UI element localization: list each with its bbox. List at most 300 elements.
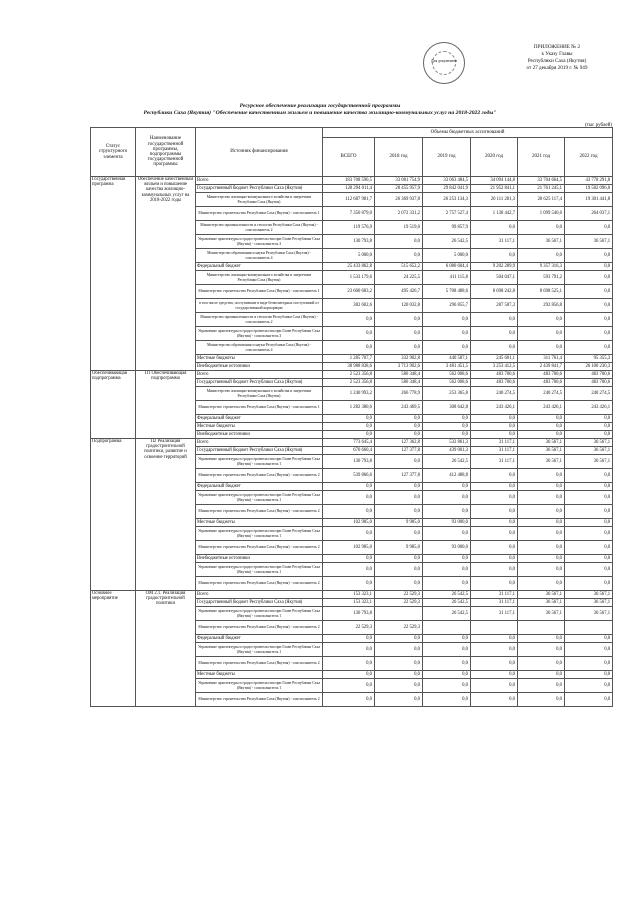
funding-source: Министерство строительства Республики Саха (Якутия) - соисполнитель 2 xyxy=(196,577,323,591)
budget-value: 411 115,8 xyxy=(423,271,471,285)
budget-value: 308 642,8 xyxy=(423,401,471,415)
budget-value: 593 791,2 xyxy=(518,271,565,285)
funding-source: Министерство строительства Республики Саха (Якутия) - соисполнитель 1 xyxy=(196,207,323,221)
budget-value: 0,0 xyxy=(518,483,565,491)
budget-value: 0,0 xyxy=(565,671,613,679)
budget-value: 0,0 xyxy=(323,483,375,491)
budget-value: 36 567,1 xyxy=(565,607,613,621)
budget-value: 0,0 xyxy=(471,541,518,555)
budget-value: 5 000,0 xyxy=(423,249,471,263)
funding-source: Министерство строительства Республики Саха (Якутия) - соисполнитель 2 xyxy=(196,541,323,555)
budget-value: 0,0 xyxy=(323,577,375,591)
budget-value: 0,0 xyxy=(518,527,565,541)
budget-value: 0,0 xyxy=(423,577,471,591)
appendix-line: ПРИЛОЖЕНИЕ № 2 xyxy=(533,44,581,50)
budget-value: 0,0 xyxy=(471,577,518,591)
budget-value: 0,0 xyxy=(518,657,565,671)
budget-value: 1 285 707,7 xyxy=(323,355,375,363)
budget-value: 31 117,1 xyxy=(471,591,518,599)
budget-value: 0,0 xyxy=(423,505,471,519)
budget-value: 439 001,3 xyxy=(423,447,471,455)
budget-value: 8 698 525,1 xyxy=(518,285,565,299)
document-title xyxy=(92,103,548,117)
budget-value: 0,0 xyxy=(471,519,518,527)
budget-value: 0,0 xyxy=(471,249,518,263)
budget-value: 95 355,3 xyxy=(565,355,613,363)
budget-value: 292 856,8 xyxy=(518,299,565,313)
budget-value: 36 567,1 xyxy=(518,447,565,455)
budget-value: 266 778,9 xyxy=(375,387,423,401)
row-status: Государственная программа xyxy=(91,177,136,371)
budget-value: 19 582 096,0 xyxy=(565,185,613,193)
budget-value: 0,0 xyxy=(375,635,423,643)
budget-value: 0,0 xyxy=(471,693,518,707)
budget-value: 5 000,0 xyxy=(323,249,375,263)
budget-value: 483 700,6 xyxy=(518,371,565,379)
budget-value: 36 567,1 xyxy=(565,599,613,607)
funding-source: Всего xyxy=(196,439,323,447)
budget-value: 0,0 xyxy=(518,577,565,591)
table-row xyxy=(91,177,613,185)
budget-value: 0,0 xyxy=(375,235,423,249)
budget-value xyxy=(565,621,613,635)
budget-value: 0,0 xyxy=(375,455,423,469)
table-row xyxy=(91,371,613,379)
funding-source: Управление архитектуры и градостроительства при Главе Республики Саха (Якутия) - соисполнитель 1 xyxy=(196,563,323,577)
budget-value: 26 542,5 xyxy=(423,235,471,249)
budget-value: 0,0 xyxy=(375,249,423,263)
funding-source: Министерство строительства Республики Саха (Якутия) - соисполнитель 1 xyxy=(196,401,323,415)
budget-value: 495 426,7 xyxy=(375,285,423,299)
budget-value: 0,0 xyxy=(375,505,423,519)
budget-value: 21 761 245,1 xyxy=(518,185,565,193)
budget-value: 0,0 xyxy=(375,643,423,657)
title-line: Республики Саха (Якутия) "Обеспечение качественным жильем и повышение качества жилищно-коммунальных услуг на 2018-2022 годы" xyxy=(143,110,497,116)
budget-value: 2 757 527,4 xyxy=(423,207,471,221)
budget-value: 0,0 xyxy=(323,671,375,679)
budget-value: 2 523 356,8 xyxy=(323,379,375,387)
budget-value: 102 985,0 xyxy=(323,541,375,555)
budget-value: 483 700,6 xyxy=(471,371,518,379)
appendix-line: от 27 декабря 2019 г. № 949 xyxy=(526,65,588,71)
budget-value: 0,0 xyxy=(323,505,375,519)
budget-value: 0,0 xyxy=(423,491,471,505)
budget-value: 28 455 957,9 xyxy=(375,185,423,193)
budget-value: 0,0 xyxy=(518,693,565,707)
budget-value: 38 988 838,6 xyxy=(323,363,375,371)
budget-value: 33 063 484,5 xyxy=(423,177,471,185)
budget-value: 0,0 xyxy=(565,431,613,439)
budget-value: 112 687 981,7 xyxy=(323,193,375,207)
budget-value: 483 700,6 xyxy=(518,379,565,387)
budget-value: 0,0 xyxy=(471,221,518,235)
funding-source: Федеральный бюджет xyxy=(196,635,323,643)
budget-table xyxy=(90,127,613,707)
budget-value: 0,0 xyxy=(323,313,375,327)
header-source: Источник финансирования xyxy=(196,128,323,177)
title-line: Ресурсное обеспечение реализации государственной программы xyxy=(239,103,401,109)
budget-value: 0,0 xyxy=(518,541,565,555)
funding-source: Министерство строительства Республики Саха (Якутия) - соисполнитель 2 xyxy=(196,621,323,635)
budget-value: 0,0 xyxy=(565,249,613,263)
budget-value: 93 000,0 xyxy=(423,519,471,527)
budget-value: 130 793,8 xyxy=(323,235,375,249)
budget-value: 0,0 xyxy=(375,527,423,541)
budget-value: 243 426,1 xyxy=(471,401,518,415)
budget-value: 0,0 xyxy=(518,327,565,341)
budget-value: 119 576,9 xyxy=(323,221,375,235)
budget-value: 0,0 xyxy=(423,555,471,563)
budget-value: 0,0 xyxy=(518,505,565,519)
header-budget-group: Объемы бюджетных ассигнований xyxy=(323,128,613,138)
budget-value: 36 567,1 xyxy=(565,235,613,249)
budget-value: 127 377,8 xyxy=(375,469,423,483)
row-status: Подпрограмма xyxy=(91,439,136,591)
funding-source: Министерство промышленности и геологии Республики Саха (Якутия) - соисполнитель 2 xyxy=(196,313,323,327)
budget-value: 0,0 xyxy=(518,469,565,483)
appendix-line: к Указу Главы xyxy=(541,51,573,57)
budget-value: 0,0 xyxy=(471,679,518,693)
funding-source: в том числе средства, поступившие в виде безвозмездных поступлений от государственной корпорации xyxy=(196,299,323,313)
budget-value: 26 542,5 xyxy=(423,455,471,469)
budget-value: 0,0 xyxy=(518,431,565,439)
budget-value: 1 240 993,2 xyxy=(323,387,375,401)
budget-value: 296 855,7 xyxy=(423,299,471,313)
budget-value: 0,0 xyxy=(423,341,471,355)
header-status: Статус структурного элемента xyxy=(91,128,136,177)
unit-label: (тыс рублей) xyxy=(584,123,612,128)
budget-value: 0,0 xyxy=(471,341,518,355)
budget-value: 2 439 841,7 xyxy=(518,363,565,371)
funding-source: Управление архитектуры и градостроительства при Главе Республики Саха (Якутия) - соисполнитель 1 xyxy=(196,527,323,541)
budget-value: 0,0 xyxy=(565,657,613,671)
budget-value: 515 652,2 xyxy=(375,263,423,271)
budget-value: 0,0 xyxy=(471,671,518,679)
budget-value: 31 117,1 xyxy=(471,599,518,607)
row-program-name: ОМ 2.1. Реализация градостроительной политики xyxy=(136,591,196,707)
budget-value: 0,0 xyxy=(518,679,565,693)
budget-value: 22 529,3 xyxy=(323,621,375,635)
budget-value: 0,0 xyxy=(565,327,613,341)
funding-source: Федеральный бюджет xyxy=(196,263,323,271)
funding-source: Федеральный бюджет xyxy=(196,415,323,423)
budget-value: 0,0 xyxy=(375,431,423,439)
budget-value: 33 081 754,9 xyxy=(375,177,423,185)
row-program-name: П1 Обеспечивающая подпрограмма xyxy=(136,371,196,439)
budget-value: 26 542,5 xyxy=(423,607,471,621)
row-status: Основное мероприятие xyxy=(91,591,136,707)
budget-value: 0,0 xyxy=(518,519,565,527)
budget-value: 562 008,6 xyxy=(423,379,471,387)
budget-value: 0,0 xyxy=(323,491,375,505)
budget-value: 0,0 xyxy=(423,313,471,327)
budget-value: 0,0 xyxy=(375,491,423,505)
budget-value: 36 567,1 xyxy=(565,439,613,447)
budget-value: 1 533 179,6 xyxy=(323,271,375,285)
budget-value: 580 348,4 xyxy=(375,379,423,387)
table-row xyxy=(91,439,613,447)
budget-value: 670 660,4 xyxy=(323,447,375,455)
budget-value: 0,0 xyxy=(471,327,518,341)
budget-value: 0,0 xyxy=(423,635,471,643)
budget-value: 243 469,5 xyxy=(375,401,423,415)
budget-value: 0,0 xyxy=(565,313,613,327)
budget-value: 2 523 356,8 xyxy=(323,371,375,379)
header-year: 2022 год xyxy=(565,138,613,177)
budget-value: 93 000,0 xyxy=(423,541,471,555)
budget-value: 0,0 xyxy=(471,415,518,423)
budget-value: 773 645,4 xyxy=(323,439,375,447)
budget-value: 0,0 xyxy=(323,563,375,577)
budget-value: 23 600 683,2 xyxy=(323,285,375,299)
budget-value: 0,0 xyxy=(565,519,613,527)
budget-value: 580 348,4 xyxy=(375,371,423,379)
budget-value: 0,0 xyxy=(375,563,423,577)
header-year: 2018 год xyxy=(375,138,423,177)
table-body xyxy=(91,177,613,707)
budget-value: 332 902,8 xyxy=(375,355,423,363)
funding-source: Министерство жилищно-коммунального хозяйства и энергетики Республики Саха (Якутия) xyxy=(196,193,323,207)
budget-value: 0,0 xyxy=(375,679,423,693)
budget-value: 153 323,1 xyxy=(323,591,375,599)
row-program-name: Обеспечение качественным жильем и повышение качества жилищно-коммунальных услуг на 2018-2022 годы xyxy=(136,177,196,371)
budget-value: 483 700,6 xyxy=(565,371,613,379)
appendix-header xyxy=(492,44,622,72)
funding-source: Всего xyxy=(196,591,323,599)
budget-value: 253 365,8 xyxy=(423,387,471,401)
budget-value: 31 117,1 xyxy=(471,607,518,621)
budget-value: 0,0 xyxy=(565,541,613,555)
header-year: ВСЕГО xyxy=(323,138,375,177)
budget-value: 130 793,8 xyxy=(323,455,375,469)
budget-value: 0,0 xyxy=(323,657,375,671)
budget-value: 0,0 xyxy=(518,415,565,423)
budget-value: 0,0 xyxy=(471,635,518,643)
budget-value: 0,0 xyxy=(323,635,375,643)
budget-value: 0,0 xyxy=(471,563,518,577)
budget-value: 532 861,3 xyxy=(423,439,471,447)
budget-value: 1 138 442,7 xyxy=(471,207,518,221)
budget-value: 0,0 xyxy=(518,555,565,563)
budget-value: 0,0 xyxy=(375,671,423,679)
funding-source: Государственный бюджет Республики Саха (Якутия) xyxy=(196,447,323,455)
budget-value: 0,0 xyxy=(518,635,565,643)
funding-source: Министерство образования и науки Республики Саха (Якутия) - соисполнитель 4 xyxy=(196,341,323,355)
funding-source: Местные бюджеты xyxy=(196,423,323,431)
header-year: 2019 год xyxy=(423,138,471,177)
budget-value: 22 529,3 xyxy=(375,599,423,607)
funding-source: Местные бюджеты xyxy=(196,355,323,363)
budget-value: 264 037,1 xyxy=(565,207,613,221)
budget-value: 9 985,0 xyxy=(375,519,423,527)
budget-value: 0,0 xyxy=(565,469,613,483)
budget-value: 0,0 xyxy=(565,221,613,235)
budget-value: 0,0 xyxy=(518,563,565,577)
budget-value: 36 567,1 xyxy=(518,455,565,469)
budget-value: 36 567,1 xyxy=(518,599,565,607)
budget-value: 0,0 xyxy=(375,415,423,423)
budget-value: 2 072 331,2 xyxy=(375,207,423,221)
budget-value: 0,0 xyxy=(565,577,613,591)
funding-source: Внебюджетные источники xyxy=(196,555,323,563)
budget-value: 183 708 590,5 xyxy=(323,177,375,185)
budget-value: 0,0 xyxy=(471,423,518,431)
budget-value: 22 529,3 xyxy=(375,591,423,599)
budget-value: 382 602,6 xyxy=(323,299,375,313)
budget-value: 0,0 xyxy=(565,679,613,693)
budget-value: 120 294 011,4 xyxy=(323,185,375,193)
budget-value: 240 274,5 xyxy=(518,387,565,401)
funding-source: Управление архитектуры и градостроительства при Главе Республики Саха (Якутия) - соисполнитель 1 xyxy=(196,679,323,693)
budget-value: 539 866,6 xyxy=(323,469,375,483)
budget-value: 36 567,1 xyxy=(518,235,565,249)
header-name: Наименование государственной программы, подпрограммы государственной программы xyxy=(136,128,196,177)
budget-value: 0,0 xyxy=(375,341,423,355)
budget-value: 440 587,1 xyxy=(423,355,471,363)
appendix-line: Республики Саха (Якутия) xyxy=(527,58,587,64)
budget-value: 0,0 xyxy=(518,643,565,657)
budget-value: 102 985,0 xyxy=(323,519,375,527)
funding-source: Министерство строительства Республики Саха (Якутия) - соисполнитель 2 xyxy=(196,657,323,671)
budget-value: 0,0 xyxy=(565,643,613,657)
table-row xyxy=(91,591,613,599)
budget-value xyxy=(423,621,471,635)
funding-source: Управление архитектуры и градостроительства при Главе Республики Саха (Якутия) - соисполнитель 1 xyxy=(196,607,323,621)
row-program-name: П2 Реализация градостроительной политики, развитие и освоение территорий xyxy=(136,439,196,591)
budget-value: 0,0 xyxy=(565,263,613,271)
budget-value: 0,0 xyxy=(565,285,613,299)
budget-value: 0,0 xyxy=(565,505,613,519)
budget-value: 0,0 xyxy=(375,423,423,431)
budget-value: 0,0 xyxy=(323,423,375,431)
budget-value: 0,0 xyxy=(423,563,471,577)
funding-source: Управление архитектуры и градостроительства при Главе Республики Саха (Якутия) - соисполнитель 1 xyxy=(196,455,323,469)
funding-source: Управление архитектуры и градостроительства при Главе Республики Саха (Якутия) - соисполнитель 1 xyxy=(196,491,323,505)
budget-value: 0,0 xyxy=(565,635,613,643)
budget-value: 0,0 xyxy=(471,527,518,541)
budget-value: 5 708 488,6 xyxy=(423,285,471,299)
funding-source: Министерство образования и науки Республики Саха (Якутия) - соисполнитель 4 xyxy=(196,249,323,263)
budget-value: 31 117,1 xyxy=(471,455,518,469)
budget-value: 29 842 041,9 xyxy=(423,185,471,193)
budget-value: 0,0 xyxy=(423,527,471,541)
header-year: 2021 год xyxy=(518,138,565,177)
budget-value: 1 099 540,6 xyxy=(518,207,565,221)
funding-source: Внебюджетные источники xyxy=(196,431,323,439)
funding-source: Всего xyxy=(196,371,323,379)
budget-value: 22 529,3 xyxy=(375,621,423,635)
header-year: 2020 год xyxy=(471,138,518,177)
budget-value: 0,0 xyxy=(375,327,423,341)
budget-value: 0,0 xyxy=(423,415,471,423)
funding-source: Внебюджетные источники xyxy=(196,363,323,371)
budget-value: 0,0 xyxy=(375,693,423,707)
budget-value: 36 567,1 xyxy=(518,591,565,599)
budget-value: 36 567,1 xyxy=(565,591,613,599)
budget-value: 26 100 230,3 xyxy=(565,363,613,371)
budget-value: 9 357 316,3 xyxy=(518,263,565,271)
budget-value: 483 700,6 xyxy=(565,379,613,387)
budget-value: 0,0 xyxy=(323,415,375,423)
budget-value: 8 698 242,8 xyxy=(471,285,518,299)
budget-value: 0,0 xyxy=(471,491,518,505)
budget-value: 33 704 664,5 xyxy=(518,177,565,185)
budget-value: 26 253 134,3 xyxy=(423,193,471,207)
budget-value: 127 377,8 xyxy=(375,447,423,455)
budget-value: 24 225,5 xyxy=(375,271,423,285)
budget-value: 0,0 xyxy=(323,555,375,563)
budget-value: 36 567,1 xyxy=(518,439,565,447)
budget-value: 243 426,1 xyxy=(518,401,565,415)
budget-value: 0,0 xyxy=(323,327,375,341)
budget-value: 311 761,4 xyxy=(518,355,565,363)
budget-value: 0,0 xyxy=(565,271,613,285)
budget-value: 0,0 xyxy=(423,671,471,679)
funding-source: Управление архитектуры и градостроительства при Главе Республики Саха (Якутия) - соисполнитель 1 xyxy=(196,643,323,657)
budget-value: 0,0 xyxy=(471,505,518,519)
budget-value: 0,0 xyxy=(565,299,613,313)
budget-value: 0,0 xyxy=(565,415,613,423)
budget-value: 26 369 937,8 xyxy=(375,193,423,207)
budget-value: 0,0 xyxy=(423,431,471,439)
budget-value: 34 094 144,8 xyxy=(471,177,518,185)
funding-source: Управление архитектуры и градостроительства при Главе Республики Саха (Якутия) - соисполнитель 3 xyxy=(196,235,323,249)
budget-value: 0,0 xyxy=(565,527,613,541)
budget-value: 0,0 xyxy=(323,431,375,439)
budget-value: 25 433 862,8 xyxy=(323,263,375,271)
budget-value: 0,0 xyxy=(518,313,565,327)
funding-source: Федеральный бюджет xyxy=(196,483,323,491)
budget-value: 0,0 xyxy=(565,423,613,431)
budget-value: 0,0 xyxy=(375,483,423,491)
budget-value: 130 793,8 xyxy=(323,607,375,621)
budget-value: 31 117,1 xyxy=(471,439,518,447)
budget-value: 240 274,5 xyxy=(565,387,613,401)
budget-value: 9 202 289,9 xyxy=(471,263,518,271)
funding-source: Министерство строительства Республики Саха (Якутия) - соисполнитель 2 xyxy=(196,693,323,707)
funding-source: Государственный бюджет Республики Саха (Якутия) xyxy=(196,379,323,387)
budget-value: 562 008,6 xyxy=(423,371,471,379)
budget-value: 0,0 xyxy=(471,643,518,657)
budget-value: 26 542,5 xyxy=(423,599,471,607)
budget-value: 20 625 117,4 xyxy=(518,193,565,207)
budget-value: 153 323,1 xyxy=(323,599,375,607)
funding-source: Министерство жилищно-коммунального хозяйства и энергетики Республики Саха (Якутия) xyxy=(196,387,323,401)
budget-value: 0,0 xyxy=(565,693,613,707)
budget-value: 0,0 xyxy=(423,327,471,341)
budget-value: 0,0 xyxy=(518,221,565,235)
budget-value xyxy=(518,621,565,635)
budget-value: 19 301 441,8 xyxy=(565,193,613,207)
budget-value: 26 542,5 xyxy=(423,591,471,599)
funding-source: Министерство строительства Республики Саха (Якутия) - соисполнитель 1 xyxy=(196,285,323,299)
budget-value: 0,0 xyxy=(423,643,471,657)
budget-value: 0,0 xyxy=(471,313,518,327)
budget-value: 0,0 xyxy=(471,483,518,491)
budget-value: 3 713 902,6 xyxy=(375,363,423,371)
budget-value: 6 080 604,4 xyxy=(423,263,471,271)
budget-value: 36 567,1 xyxy=(565,455,613,469)
budget-value: 243 426,1 xyxy=(565,401,613,415)
budget-value: 0,0 xyxy=(565,483,613,491)
budget-value: 0,0 xyxy=(518,249,565,263)
budget-value xyxy=(471,621,518,635)
budget-value: 287 587,3 xyxy=(471,299,518,313)
budget-value: 31 117,1 xyxy=(471,447,518,455)
budget-value: 0,0 xyxy=(471,431,518,439)
funding-source: Министерство промышленности и геологии Республики Саха (Якутия) - соисполнитель 2 xyxy=(196,221,323,235)
funding-source: Местные бюджеты xyxy=(196,671,323,679)
